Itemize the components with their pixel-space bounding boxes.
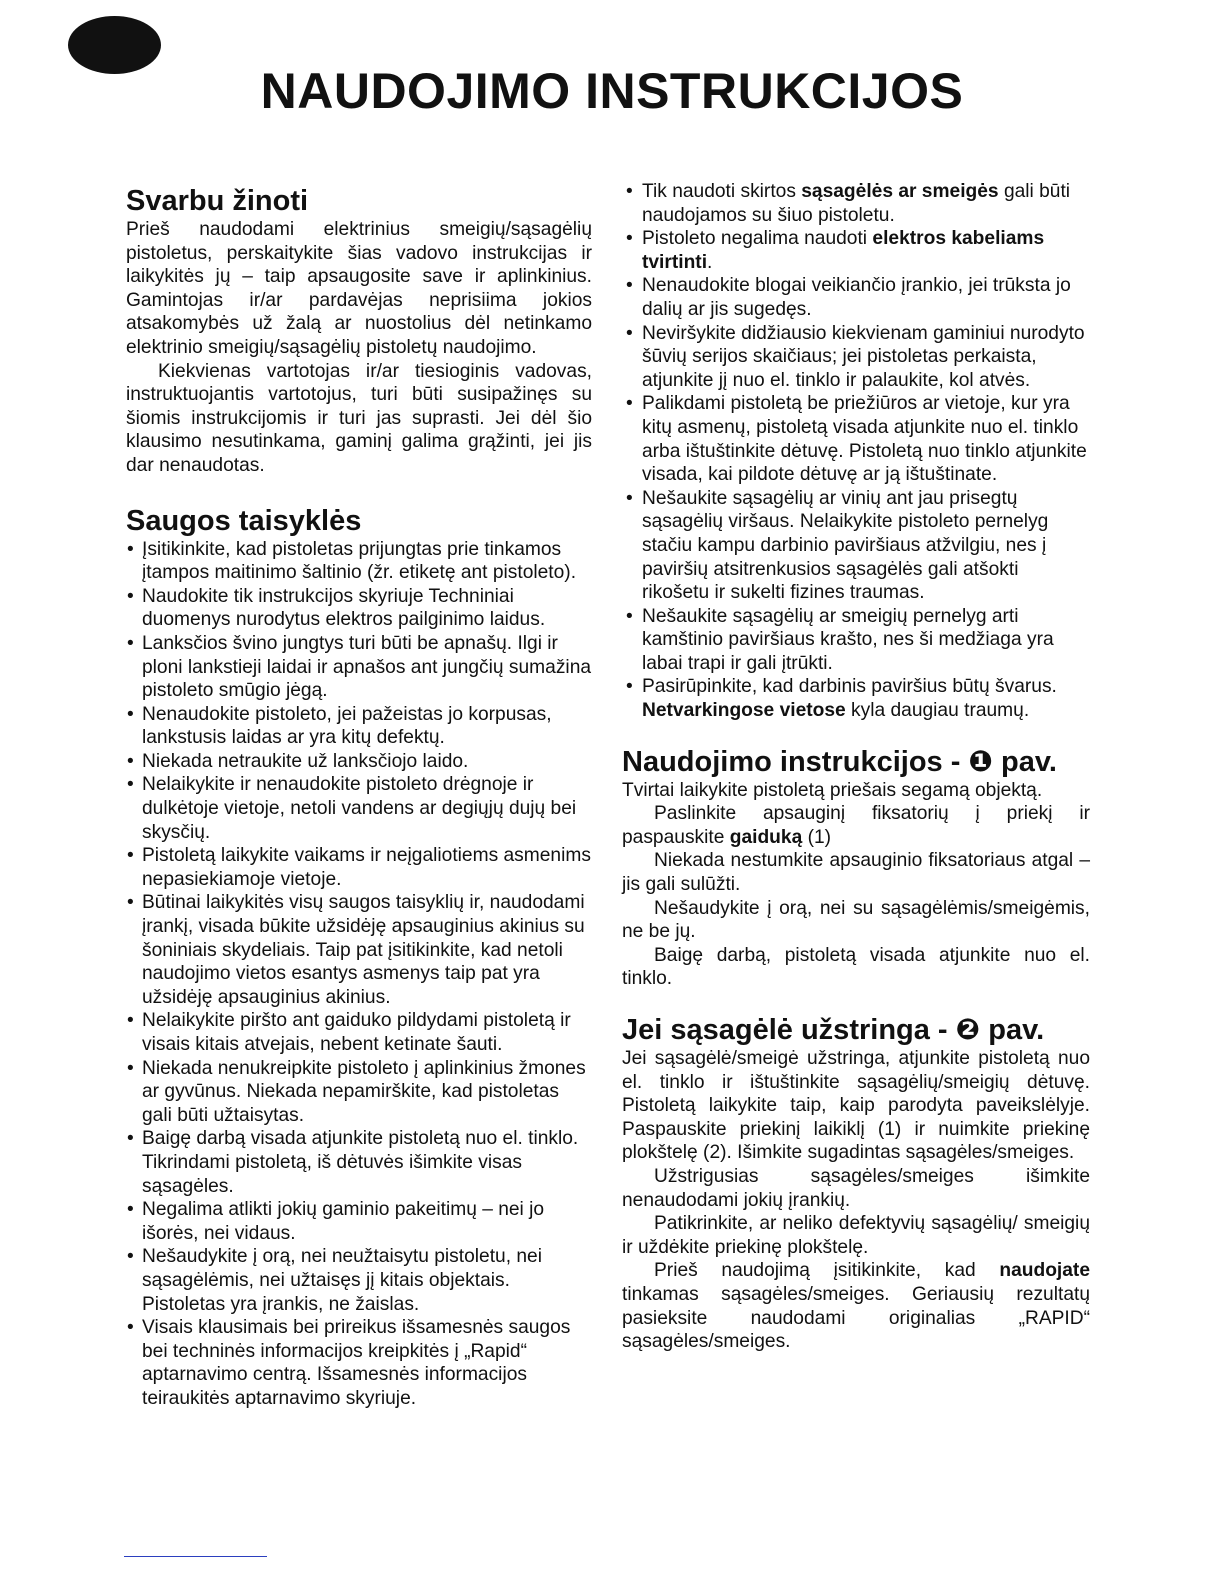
- list-item: • Visais klausimais bei prireikus išsamesnės saugos bei techninės informacijos kreipkitės į „Rapid“ aptarnavimo centrą. Išsamesnės informacijos teiraukitės aptarnavimo skyriuje.: [126, 1316, 592, 1410]
- paragraph: Niekada nestumkite apsauginio fiksatoriaus atgal – jis gali sulūžti.: [622, 850, 1090, 896]
- text: .: [707, 251, 713, 273]
- paragraph: Nešaudykite į orą, nei su sąsagėlėmis/smeigėmis, ne be jų.: [622, 897, 1090, 943]
- paragraph: Tvirtai laikykite pistoletą priešais segamą objektą.: [622, 779, 1043, 801]
- paragraph: Užstrigusias sąsagėles/smeiges išimkite nenaudodami jokių įrankių.: [622, 1165, 1090, 1211]
- heading-svarbu-zinoti: Svarbu žinoti: [126, 185, 309, 217]
- text: (1): [802, 826, 832, 848]
- bold-text: Netvarkingose vietose: [642, 700, 846, 722]
- list-item: • Nelaikykite piršto ant gaiduko pildydami pistoletą ir visais kitais atvejais, nebent ketinate šauti.: [126, 1009, 592, 1056]
- text: gali būti naudojamos su šiuo pistoletu.: [642, 181, 1071, 226]
- list-item: [622, 675, 1090, 722]
- text: Pistoleto negalima naudoti: [642, 228, 873, 250]
- list-item: • Būtinai laikykitės visų saugos taisyklių ir, naudodami įrankį, visada būkite užsidėję apsauginius akinius su šoniniais skydeliais. Taip pat įsitikinkite, kad netoli naudojimo vietos esantys asmenys taip pat yra užsidėję apsauginius akinius.: [126, 891, 592, 1009]
- text: tinkamas sąsagėles/smeiges. Geriausių rezultatų pasieksite naudodami originalias „RAPID“ sąsagėles/smeiges.: [622, 1283, 1090, 1353]
- paragraph: Patikrinkite, ar neliko defektyvių sąsagėlių/ smeigių ir uždėkite priekinę plokštelę.: [622, 1213, 1090, 1258]
- paragraph: Jei sąsagėlė/smeigė užstringa, atjunkite pistoletą nuo el. tinklo ir ištuštinkite sąsagėlių/smeigių dėtuvę. Pistoletą laikykite taip, kaip parodyta paveikslėlyje. Paspauskite priekinį laikiklį (1) ir nuimkite priekinę plokštelę (2). Išimkite sugadintas sąsagėles/smeiges.: [622, 1048, 1090, 1164]
- list-item: • Nešaudykite į orą, nei neužtaisytu pistoletu, nei sąsagėlėmis, nei užtaisęs jį kitais objektais. Pistoletas yra įrankis, ne žaislas.: [126, 1245, 592, 1316]
- bold-text: naudojate: [999, 1260, 1090, 1282]
- list-item: • Pistoletą laikykite vaikams ir neįgaliotiems asmenims nepasiekiamoje vietoje.: [126, 844, 592, 891]
- text: kyla daugiau traumų.: [845, 700, 1030, 722]
- list-item: • Nelaikykite ir nenaudokite pistoleto drėgnoje ir dulkėtoje vietoje, netoli vandens ar degiųjų dujų bei skysčių.: [126, 773, 592, 844]
- right-column: [622, 180, 1090, 1354]
- list-item: • Lanksčios švino jungtys turi būti be apnašų. Ilgi ir ploni lankstieji laidai ir apnašos ant jungčių sumažina pistoleto smūgio jėgą.: [126, 632, 592, 703]
- list-item: • Niekada netraukite už lanksčiojo laido.: [126, 750, 592, 774]
- list-item: • Naudokite tik instrukcijos skyriuje Techniniai duomenys nurodytus elektros pailginimo laidus.: [126, 585, 592, 632]
- paragraph: Prieš naudodami elektrinius smeigių/sąsagėlių pistoletus, perskaitykite šias vadovo instrukcijas ir laikykitės jų – taip apsaugosite save ir aplinkinius. Gamintojas ir/ar pardavėjas neprisiima jokios atsakomybės už žalą ar nuostolius dėl netinkamo elektrinio smeigių/sąsagėlių pistoletų naudojimo.: [126, 219, 592, 358]
- text: Pasirūpinkite, kad darbinis paviršius būtų švarus.: [642, 676, 1057, 698]
- left-column: [126, 180, 592, 1411]
- paragraph: Kiekvienas vartotojas ir/ar tiesioginis vadovas, instruktuojantis vartotojus, turi būti susipažinęs su šiomis instrukcijomis ir turi jas suprasti. Jei dėl šio klausimo nesutinkama, gaminį galima grąžinti, jei jis dar nenaudotas.: [126, 360, 592, 476]
- list-item: • Niekada nenukreipkite pistoleto į aplinkinius žmones ar gyvūnus. Niekada nepamirškite, kad pistoletas gali būti užtaisytas.: [126, 1057, 592, 1128]
- list-item: • Palikdami pistoletą be priežiūros ar vietoje, kur yra kitų asmenų, pistoletą visada atjunkite nuo el. tinklo arba ištuštinkite dėtuvę. Pistoletą nuo tinklo atjunkite visada, kai pildote dėtuvę ar ją ištuštinate.: [622, 392, 1090, 486]
- bold-text: gaiduką: [729, 826, 803, 848]
- list-item: • Neviršykite didžiausio kiekvienam gaminiui nurodyto šūvių serijos skaičiaus; jei pistoletas perkaista, atjunkite jį nuo el. tinklo ir palaukite, kol atvės.: [622, 322, 1090, 393]
- heading-jei-sasagele-uzstringa: Jei sąsagėlė užstringa - ❷ pav.: [622, 1014, 1045, 1046]
- list-item: [622, 180, 1090, 227]
- bold-text: sąsagėlės ar smeigės: [801, 181, 999, 202]
- bold-text: elektros kabeliams tvirtinti: [642, 228, 1045, 273]
- safety-rules-list-continued: [622, 180, 1090, 723]
- list-item: • Nenaudokite blogai veikiančio įrankio, jei trūksta jo dalių ar jis sugedęs.: [622, 274, 1090, 321]
- paragraph: [622, 1259, 1090, 1353]
- list-item: • Negalima atlikti jokių gaminio pakeitimų – nei jo išorės, nei vidaus.: [126, 1198, 592, 1245]
- list-item: • Įsitikinkite, kad pistoletas prijungtas prie tinkamos įtampos maitinimo šaltinio (žr. etiketę ant pistoleto).: [126, 538, 592, 585]
- heading-naudojimo-instrukcijos: Naudojimo instrukcijos - ❶ pav.: [622, 745, 1057, 778]
- paragraph: [622, 802, 1090, 849]
- paragraph: Baigę darbą, pistoletą visada atjunkite nuo el. tinklo.: [622, 944, 1090, 990]
- heading-saugos-taisykles: Saugos taisyklės: [126, 504, 362, 537]
- text: Tik naudoti skirtos: [642, 181, 802, 202]
- list-item: • Nenaudokite pistoleto, jei pažeistas jo korpusas, lankstusis laidas ar yra kitų defektų.: [126, 703, 592, 750]
- list-item: • Nešaukite sąsagėlių ar vinių ant jau prisegtų sąsagėlių viršaus. Nelaikykite pistoleto pernelyg stačiu kampu darbinio paviršiaus atžvilgiu, nes į paviršių atsitrenkusios sąsagėlės gali atšokti rikošetu ir sukelti fizines traumas.: [622, 487, 1090, 605]
- text: Paslinkite apsauginį fiksatorių į priekį ir paspauskite: [622, 803, 1090, 848]
- text: Prieš naudojimą įsitikinkite, kad: [654, 1260, 1000, 1282]
- list-item: • Baigę darbą visada atjunkite pistoletą nuo el. tinklo. Tikrindami pistoletą, iš dėtuvės išimkite visas sąsagėles.: [126, 1127, 592, 1198]
- list-item: • Nešaukite sąsagėlių ar smeigių pernelyg arti kamštinio paviršiaus krašto, nes ši medžiaga yra labai trapi ir gali įtrūkti.: [622, 605, 1090, 676]
- list-item: [622, 227, 1090, 274]
- page-title: NAUDOJIMO INSTRUKCIJOS: [260, 63, 964, 119]
- footer-rule: [124, 1556, 267, 1557]
- safety-rules-list: [126, 538, 592, 1411]
